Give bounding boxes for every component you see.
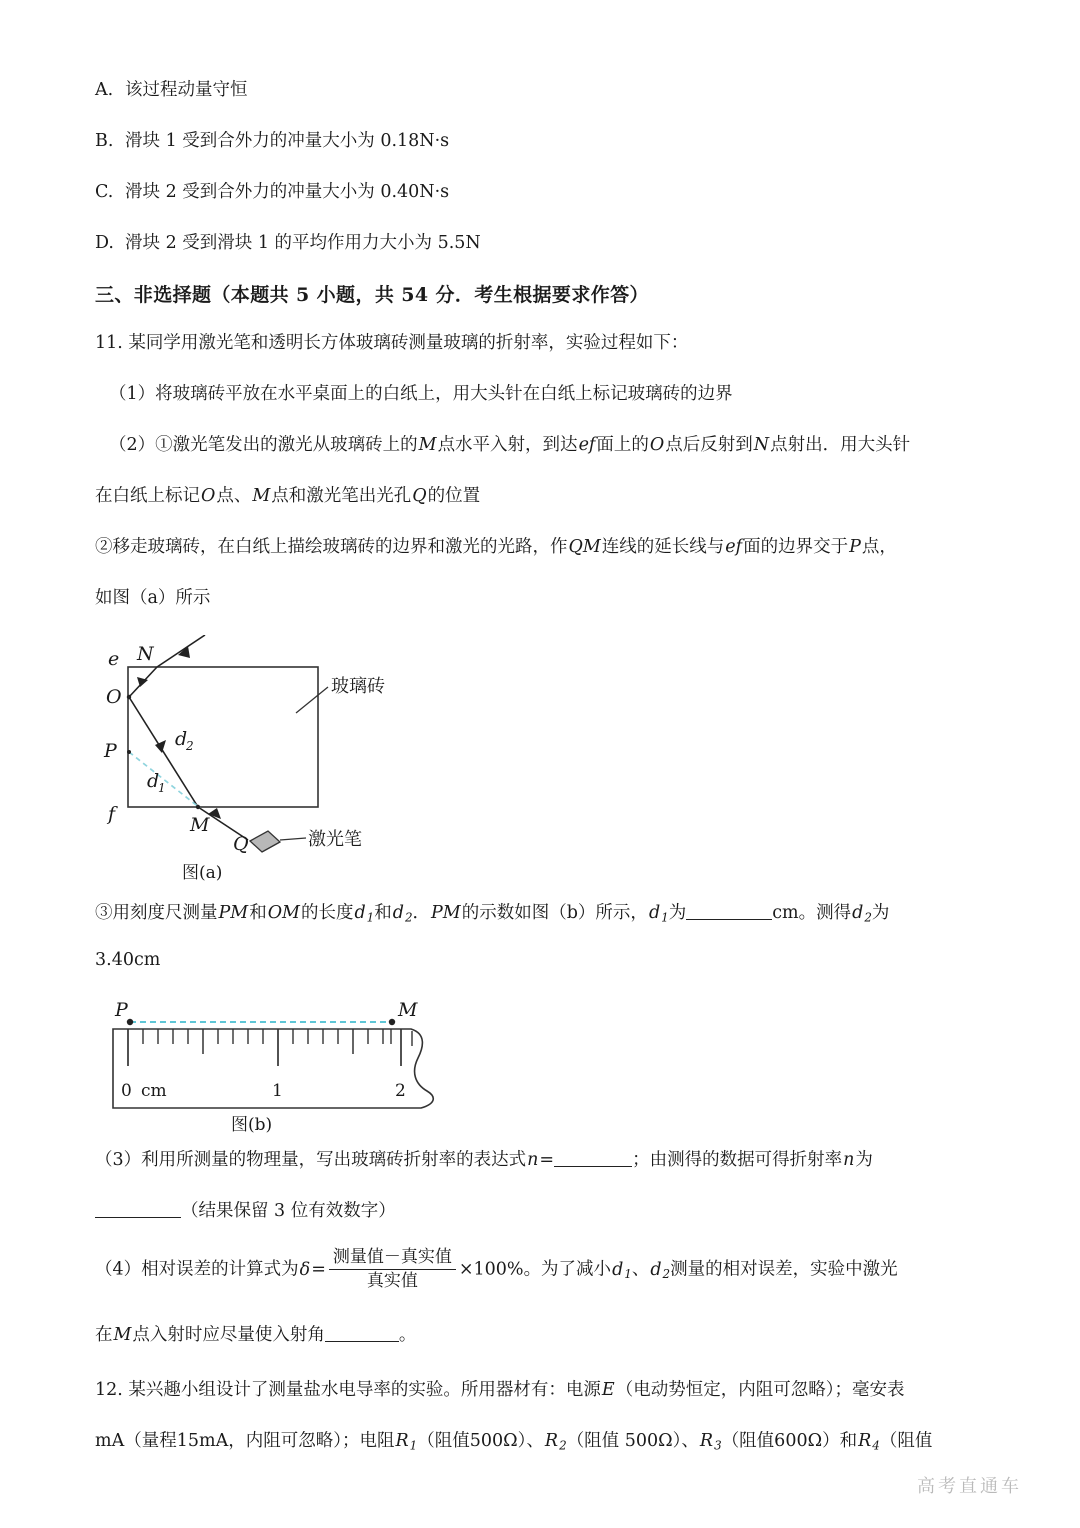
label-d1: d: [147, 770, 160, 792]
label-glass-brick: 玻璃砖: [331, 676, 385, 697]
watermark: 高考直通车: [917, 1476, 1022, 1497]
figure-a-caption: 图(a): [182, 863, 223, 883]
choice-option-c: [95, 178, 990, 203]
symbol-R3: R: [699, 1430, 714, 1451]
symbol-ef-2: ef: [725, 537, 743, 557]
choice-label-c: C.: [95, 182, 114, 202]
choice-text-d: 滑块 2 受到滑块 1 的平均作用力大小为 5.5N: [125, 233, 481, 253]
answer-blank-d1[interactable]: [686, 902, 772, 921]
label-f: f: [108, 803, 116, 825]
symbol-R2-sub: 2: [559, 1438, 567, 1453]
part3-text-b: ；由测得的数据可得折射率: [632, 1150, 843, 1171]
question-11-stem: [95, 329, 990, 354]
question-11-part-3-line-1: [95, 1146, 990, 1171]
choice-text-c: 滑块 2 受到合外力的冲量大小为 0.40N·s: [125, 182, 450, 202]
symbol-OM: OM: [267, 903, 300, 923]
fraction-denominator: 真实值: [329, 1269, 456, 1292]
answer-blank-n-value[interactable]: [95, 1200, 181, 1219]
step2-text-g: 点、: [216, 486, 252, 506]
symbol-n-2: n: [843, 1150, 855, 1171]
part4-equals: =: [311, 1260, 326, 1281]
step22-text-b: 连线的延长线与: [601, 537, 725, 557]
question-11-part-3-line-2: [95, 1197, 990, 1222]
symbol-O: O: [649, 435, 665, 455]
part4-text-a: （4）相对误差的计算式为: [95, 1260, 299, 1281]
symbol-d2-b: d: [852, 903, 864, 923]
label-e: e: [108, 648, 120, 670]
symbol-QM: QM: [568, 537, 601, 557]
step2-text-c: 面上的: [596, 435, 649, 455]
choice-label-b: B.: [95, 131, 114, 151]
symbol-d2: d: [392, 903, 404, 923]
step22-text-c: 面的边界交于: [743, 537, 849, 557]
page-content: [95, 76, 990, 1478]
figure-a-svg: [100, 635, 520, 885]
symbol-R1: R: [395, 1430, 409, 1451]
part3-equals: =: [539, 1150, 555, 1171]
step3-text-f: 的示数如图（b）所示，: [461, 903, 648, 923]
step3-text-b: 和: [249, 903, 267, 923]
choice-option-a: [95, 76, 990, 101]
step3-text-d: 和: [374, 903, 392, 923]
question-12-line-2: [95, 1427, 990, 1452]
question-11-step-2-2-line-1: [95, 533, 990, 558]
step3-text-e: ．: [412, 903, 431, 923]
point-O-dot: [127, 695, 131, 699]
symbol-PM-2: PM: [431, 903, 461, 923]
question-12-line-1: [95, 1376, 990, 1401]
part3-text-d: （结果保留 3 位有效数字）: [181, 1201, 396, 1222]
choice-text-b: 滑块 1 受到合外力的冲量大小为 0.18N·s: [125, 131, 450, 151]
choice-list: [95, 76, 990, 254]
exit-ray: [157, 635, 205, 667]
part3-text-a: （3）利用所测量的物理量，写出玻璃砖折射率的表达式: [95, 1150, 527, 1171]
choice-option-d: [95, 229, 990, 254]
question-11-step-3-line-1: [95, 899, 990, 924]
brick-leader-line: [296, 687, 328, 713]
answer-blank-n-expr[interactable]: [554, 1149, 632, 1168]
dashed-line-PM: [129, 752, 200, 808]
symbol-R3-sub: 3: [714, 1438, 722, 1453]
symbol-d1-part4: d: [612, 1260, 624, 1281]
symbol-d1-b: d: [648, 903, 661, 923]
label-P: P: [104, 740, 117, 762]
part3-text-c: 为: [855, 1150, 873, 1171]
symbol-R2: R: [544, 1430, 559, 1451]
symbol-d2-part4: d: [650, 1260, 662, 1281]
step3-text-h: 为: [871, 903, 890, 923]
step3-text-g: 为: [668, 903, 687, 923]
symbol-d1-b-sub: 1: [661, 910, 669, 925]
symbol-d2-b-sub: 2: [864, 910, 872, 925]
section-heading: 三、非选择题（本题共 5 小题，共 54 分．考生根据要求作答）: [95, 284, 649, 306]
choice-text-a: 该过程动量守恒: [125, 80, 248, 100]
step22-text-a: ②移走玻璃砖，在白纸上描绘玻璃砖的边界和激光的光路，作: [95, 537, 568, 557]
ruler-label-1: 1: [272, 1081, 283, 1102]
step2-text-i: 的位置: [427, 486, 481, 506]
point-M-dot: [196, 805, 200, 809]
question-11-part-4-line-1: [95, 1248, 990, 1292]
q12-text-b: （电动势恒定，内阻可忽略）；毫安表: [615, 1379, 905, 1400]
figure-a: [100, 635, 520, 885]
fraction-numerator: 测量值－真实值: [332, 1247, 452, 1268]
label-d2-sub: 2: [186, 739, 194, 753]
point-P-dot: [127, 750, 131, 754]
symbol-N: N: [753, 435, 770, 455]
symbol-d2-part4-sub: 2: [662, 1267, 671, 1282]
part4-text-f: 。: [398, 1324, 417, 1345]
label-d1-sub: 1: [158, 781, 166, 795]
symbol-E: E: [601, 1379, 615, 1400]
step3-text-a: ③用刻度尺测量: [95, 903, 218, 923]
step22-text-d: 点，: [861, 537, 897, 557]
part4-text-c: 测量的相对误差，实验中激光: [670, 1260, 898, 1281]
figure-b: [105, 996, 465, 1136]
symbol-d1-part4-sub: 1: [624, 1267, 632, 1282]
question-11-step-2-line-2: [95, 482, 990, 507]
label-laser-pen: 激光笔: [308, 829, 362, 850]
symbol-R4-sub: 4: [872, 1438, 880, 1453]
step2-text-d: 点后反射到: [665, 435, 753, 455]
label-M: M: [190, 814, 210, 836]
question-12-number: 12.: [95, 1379, 123, 1400]
label-d2: d: [175, 728, 188, 750]
symbol-R4: R: [858, 1430, 872, 1451]
symbol-Q: Q: [412, 486, 427, 506]
symbol-ef: ef: [578, 435, 596, 455]
step2-text-b: 点水平入射，到达: [437, 435, 578, 455]
label-Q: Q: [233, 833, 249, 855]
point-M-dot-ruler: [389, 1019, 395, 1025]
step2-text-a: （2）①激光笔发出的激光从玻璃砖上的: [109, 435, 418, 455]
symbol-d1: d: [354, 903, 366, 923]
label-O: O: [106, 686, 122, 708]
question-11-step-2-line-1: [95, 431, 990, 456]
part4-comma: 、: [631, 1260, 650, 1281]
part4-text-d: 在: [95, 1324, 113, 1345]
question-11-number: 11.: [95, 333, 123, 353]
label-M-ruler: M: [398, 999, 418, 1022]
part4-percent: ×100%: [458, 1260, 524, 1281]
step2-text-h: 点和激光笔出光孔: [271, 486, 412, 506]
symbol-R1-sub: 1: [409, 1438, 418, 1453]
question-11-part-4-line-2: [95, 1321, 990, 1346]
step3-text-c: 的长度: [300, 903, 354, 923]
question-11-stem-text: 某同学用激光笔和透明长方体玻璃砖测量玻璃的折射率，实验过程如下：: [128, 333, 689, 353]
ruler-label-cm: cm: [141, 1081, 167, 1102]
symbol-PM: PM: [218, 903, 249, 923]
question-11-step-1: （1）将玻璃砖平放在水平桌面上的白纸上，用大头针在白纸上标记玻璃砖的边界: [109, 384, 733, 404]
q12-text-g: （阻值: [879, 1430, 933, 1451]
question-11-step-3-value: 3.40cm: [95, 950, 161, 971]
choice-label-d: D.: [95, 233, 114, 253]
answer-blank-incidence-angle[interactable]: [325, 1323, 399, 1342]
q12-text-f: （阻值600Ω）和: [721, 1430, 858, 1451]
ruler-label-0: 0: [121, 1081, 132, 1102]
figure-b-caption: 图(b): [231, 1115, 273, 1136]
laser-pen-icon: [250, 831, 280, 852]
step2-text-f: 在白纸上标记: [95, 486, 200, 506]
step3-unit: cm。测得: [772, 903, 852, 923]
q12-text-e: （阻值 500Ω）、: [566, 1430, 699, 1451]
symbol-O-2: O: [201, 486, 216, 506]
part4-text-b: 。为了减小: [523, 1260, 612, 1281]
q12-text-c: mA（量程15mA，内阻可忽略）；电阻: [95, 1430, 395, 1451]
q12-text-a: 某兴趣小组设计了测量盐水电导率的实验。所用器材有：电源: [128, 1379, 601, 1400]
symbol-d2-sub: 2: [404, 910, 413, 925]
symbol-M: M: [418, 435, 437, 455]
symbol-delta: δ: [299, 1260, 311, 1281]
part4-text-e: 点入射时应尽量使入射角: [132, 1324, 325, 1345]
symbol-M-part4: M: [113, 1324, 132, 1345]
choice-option-b: [95, 127, 990, 152]
symbol-d1-sub: 1: [366, 910, 375, 925]
label-P-ruler: P: [115, 999, 128, 1022]
figure-b-svg: [105, 996, 465, 1136]
symbol-P: P: [849, 537, 861, 557]
question-11-step-2-2-line-2: 如图（a）所示: [95, 588, 211, 608]
laser-leader-line: [280, 838, 306, 840]
choice-label-a: A.: [95, 80, 114, 100]
symbol-M-2: M: [252, 486, 271, 506]
label-N: N: [137, 643, 154, 665]
ruler-label-2: 2: [395, 1081, 406, 1102]
q12-text-d: （阻值500Ω）、: [417, 1430, 544, 1451]
symbol-n: n: [527, 1150, 539, 1171]
relative-error-fraction: [329, 1247, 456, 1291]
step2-text-e: 点射出．用大头针: [770, 435, 911, 455]
